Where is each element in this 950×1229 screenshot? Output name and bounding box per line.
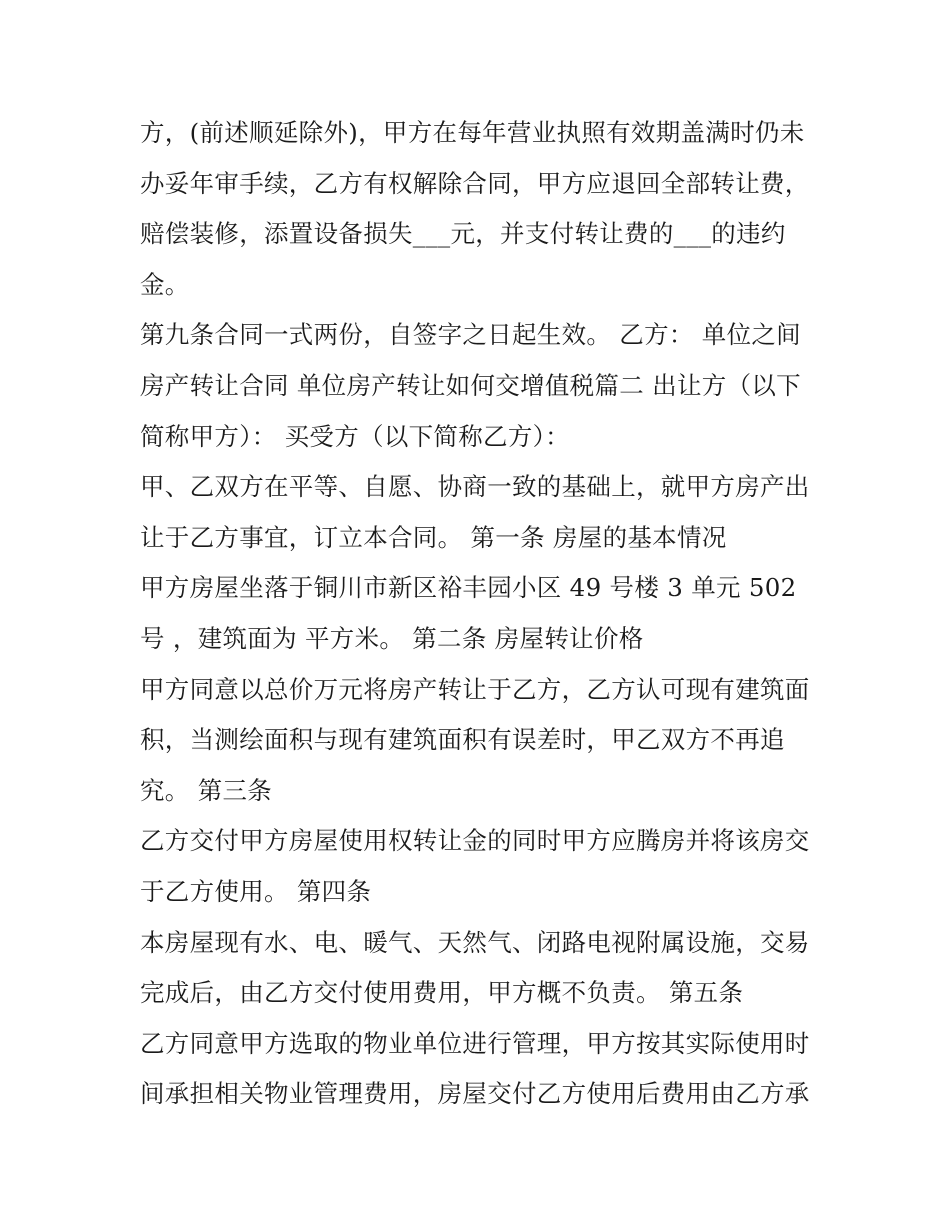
text-line: 究。 第三条 [140,775,273,805]
text-line: 乙方交付甲方房屋使用权转让金的同时甲方应腾房并将该房交 [140,826,810,856]
text-line: 让于乙方事宜，订立本合同。 第一条 房屋的基本情况 [140,522,727,552]
text-line: 完成后，由乙方交付使用费用，甲方概不负责。 第五条 [140,978,744,1008]
text-line: 积，当测绘面积与现有建筑面积有误差时，甲乙双方不再追 [140,725,785,755]
text-line: 本房屋现有水、电、暖气、天然气、闭路电视附属设施，交易 [140,927,810,957]
text-line: 房产转让合同 单位房产转让如何交增值税篇二 出让方（以下 [140,370,801,400]
text-line: 乙方同意甲方选取的物业单位进行管理，甲方按其实际使用时 [140,1028,810,1058]
text-line: 金。 [140,269,190,299]
text-line: 甲、乙双方在平等、自愿、协商一致的基础上，就甲方房产出 [140,472,810,502]
text-line: 于乙方使用。 第四条 [140,876,372,906]
text-line: 甲方房屋坐落于铜川市新区裕丰园小区 49 号楼 3 单元 502 [140,573,797,603]
contract-text-body [140,108,820,1120]
text-line: 第九条合同一式两份，自签字之日起生效。 乙方： 单位之间 [140,320,801,350]
text-line: 号 ，建筑面为 平方米。 第二条 房屋转让价格 [140,623,644,653]
text-line: 办妥年审手续，乙方有权解除合同，甲方应退回全部转让费， [140,168,810,198]
text-line: 简称甲方）： 买受方（以下简称乙方）： [140,421,570,451]
text-line: 方，(前述顺延除外)，甲方在每年营业执照有效期盖满时仍未 [140,118,805,147]
text-line: 间承担相关物业管理费用，房屋交付乙方使用后费用由乙方承 [140,1079,810,1109]
text-line: 赔偿装修，添置设备损失___元，并支付转让费的___的违约 [140,219,786,249]
text-line: 甲方同意以总价万元将房产转让于乙方，乙方认可现有建筑面 [140,674,810,704]
